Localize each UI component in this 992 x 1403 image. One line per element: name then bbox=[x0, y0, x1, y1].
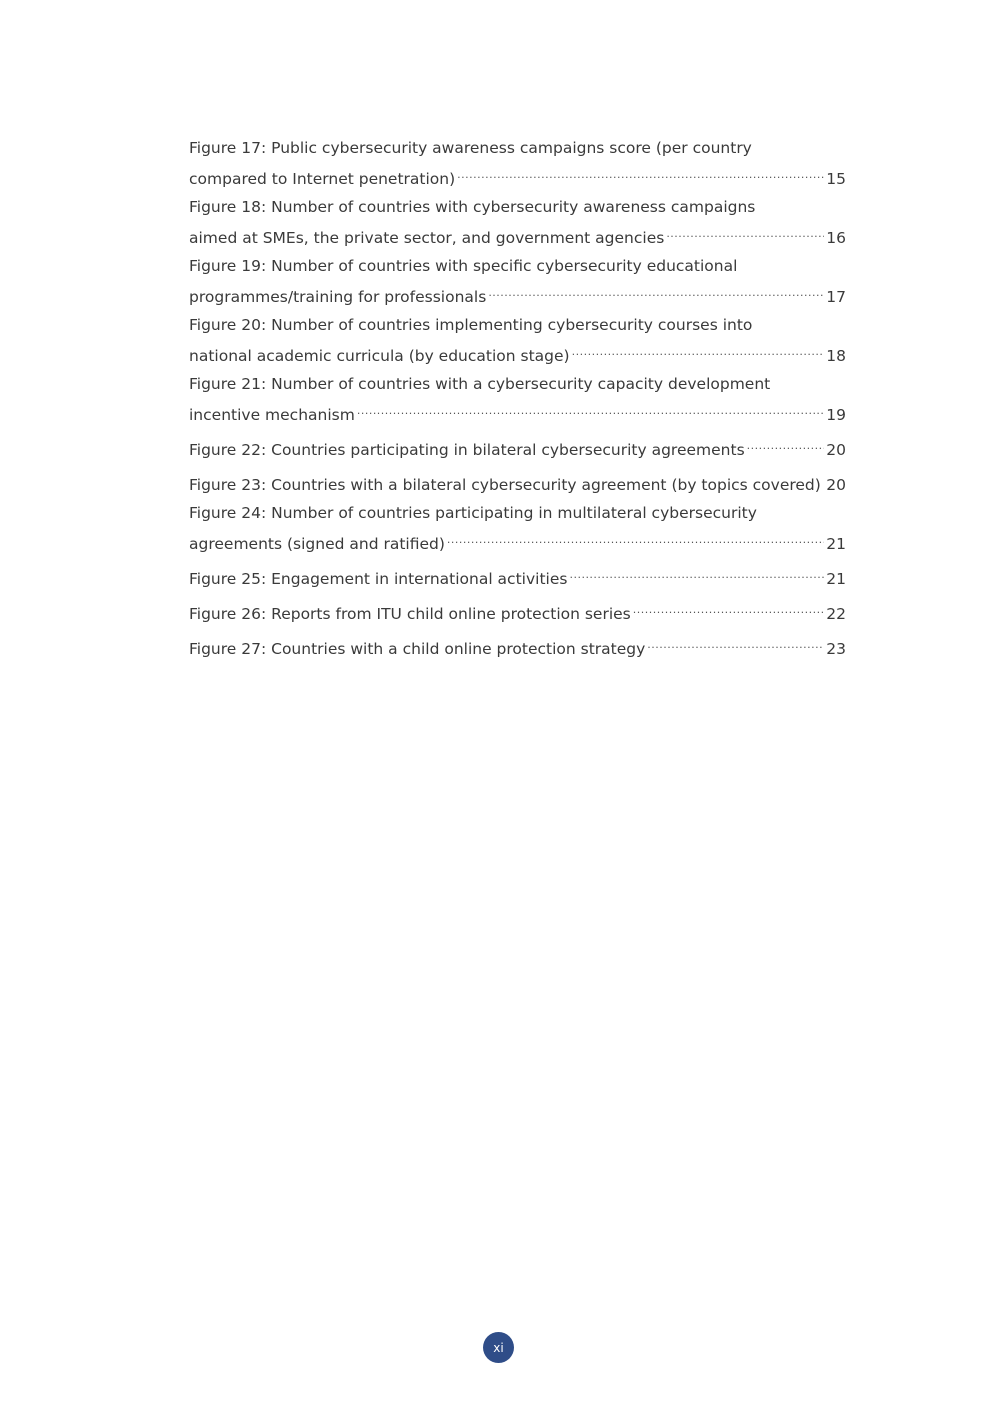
entry-title-line1: Figure 24: Number of countries participating in multilateral cybersecurity bbox=[189, 504, 757, 522]
toc-entry-figure-27[interactable] bbox=[189, 630, 846, 661]
entry-title-line2: national academic curricula (by education stage) bbox=[189, 347, 570, 365]
dot-leader bbox=[447, 525, 824, 549]
entry-title: Figure 22: Countries participating in bilateral cybersecurity agreements bbox=[189, 441, 745, 459]
entry-title-line1: Figure 21: Number of countries with a cybersecurity capacity development bbox=[189, 375, 771, 393]
entry-title: Figure 23: Countries with a bilateral cybersecurity agreement (by topics covered) bbox=[189, 476, 821, 494]
entry-title-line1: Figure 18: Number of countries with cybersecurity awareness campaigns bbox=[189, 198, 756, 216]
dot-leader bbox=[488, 278, 824, 302]
entry-page-number: 16 bbox=[826, 229, 846, 247]
toc-entry-figure-18[interactable] bbox=[189, 195, 846, 250]
list-of-figures bbox=[189, 136, 846, 665]
entry-page-number: 19 bbox=[826, 406, 846, 424]
dot-leader bbox=[823, 466, 824, 490]
toc-entry-figure-21[interactable] bbox=[189, 372, 846, 427]
entry-title: Figure 25: Engagement in international activities bbox=[189, 570, 568, 588]
entry-page-number: 20 bbox=[826, 441, 846, 459]
entry-page-number: 17 bbox=[826, 288, 846, 306]
dot-leader bbox=[569, 560, 824, 584]
entry-title-line2: agreements (signed and ratified) bbox=[189, 535, 445, 553]
entry-page-number: 22 bbox=[826, 605, 846, 623]
toc-entry-figure-25[interactable] bbox=[189, 560, 846, 591]
dot-leader bbox=[747, 431, 825, 455]
entry-page-number: 20 bbox=[826, 476, 846, 494]
entry-title-line2: programmes/training for professionals bbox=[189, 288, 487, 306]
entry-page-number: 18 bbox=[826, 347, 846, 365]
dot-leader bbox=[666, 219, 824, 243]
entry-title-line2: compared to Internet penetration) bbox=[189, 170, 456, 188]
toc-entry-figure-24[interactable] bbox=[189, 501, 846, 556]
entry-title: Figure 26: Reports from ITU child online protection series bbox=[189, 605, 631, 623]
toc-entry-figure-17[interactable] bbox=[189, 136, 846, 191]
dot-leader bbox=[633, 595, 825, 619]
entry-page-number: 21 bbox=[826, 535, 846, 553]
entry-title-line2: aimed at SMEs, the private sector, and government agencies bbox=[189, 229, 665, 247]
dot-leader bbox=[572, 337, 825, 361]
toc-entry-figure-26[interactable] bbox=[189, 595, 846, 626]
toc-entry-figure-22[interactable] bbox=[189, 431, 846, 462]
toc-entry-figure-23[interactable] bbox=[189, 466, 846, 497]
entry-page-number: 15 bbox=[826, 170, 846, 188]
toc-entry-figure-20[interactable] bbox=[189, 313, 846, 368]
entry-title-line1: Figure 20: Number of countries implementing cybersecurity courses into bbox=[189, 316, 753, 334]
dot-leader bbox=[457, 160, 824, 184]
dot-leader bbox=[357, 396, 824, 420]
page-number-badge: xi bbox=[483, 1332, 514, 1363]
entry-title-line1: Figure 19: Number of countries with specific cybersecurity educational bbox=[189, 257, 738, 275]
toc-entry-figure-19[interactable] bbox=[189, 254, 846, 309]
dot-leader bbox=[647, 630, 824, 654]
entry-page-number: 23 bbox=[826, 640, 846, 658]
entry-title: Figure 27: Countries with a child online protection strategy bbox=[189, 640, 646, 658]
entry-page-number: 21 bbox=[826, 570, 846, 588]
entry-title-line2: incentive mechanism bbox=[189, 406, 355, 424]
entry-title-line1: Figure 17: Public cybersecurity awareness campaigns score (per country bbox=[189, 139, 752, 157]
